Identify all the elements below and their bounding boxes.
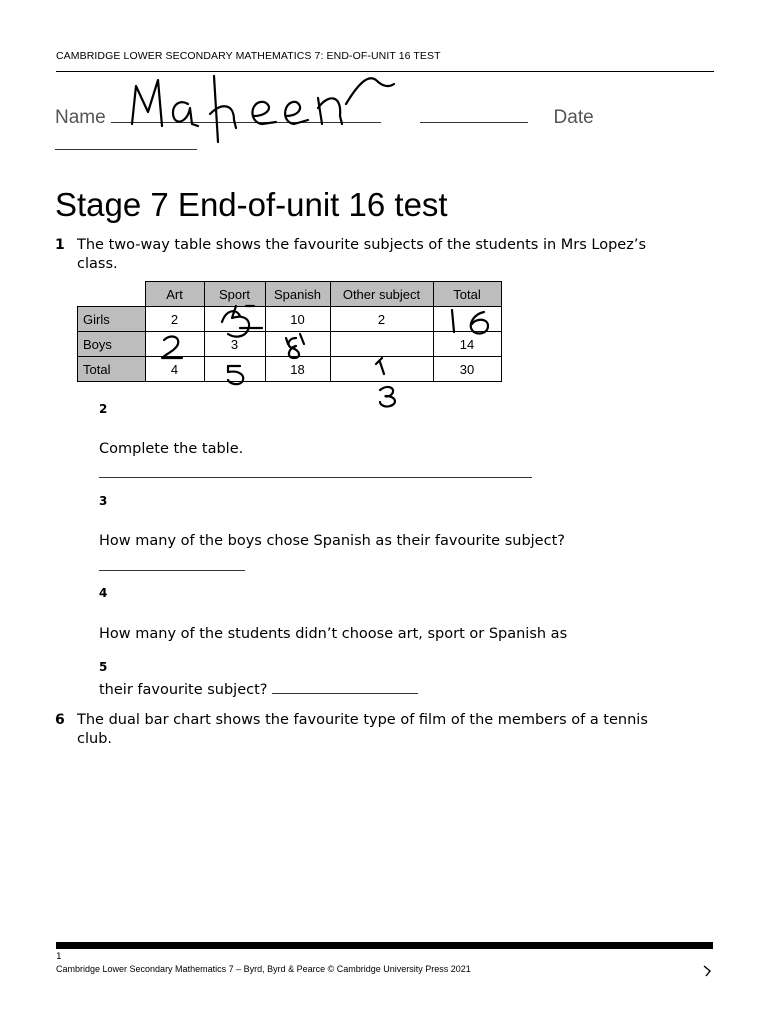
handwritten-answer-boys-spanish xyxy=(286,334,304,358)
table-header-cell: Art xyxy=(145,282,204,307)
part-5-row xyxy=(99,679,418,700)
table-cell: 14 xyxy=(433,332,501,357)
table-cell: 10 xyxy=(265,307,330,332)
table-cell: 18 xyxy=(265,357,330,382)
question-6-number: 6 xyxy=(55,712,65,728)
part-2-answer-line[interactable] xyxy=(99,459,532,478)
handwritten-answer-total-sport xyxy=(228,366,243,384)
part-3-number: 3 xyxy=(99,494,108,508)
chevron-right-icon xyxy=(700,964,714,978)
table-cell: 4 xyxy=(145,357,204,382)
part-5-number: 5 xyxy=(99,660,108,674)
part-5-text: their favourite subject? xyxy=(99,682,268,698)
table-header-cell: Spanish xyxy=(265,282,330,307)
table-header-cell: Total xyxy=(433,282,501,307)
handwritten-answer-girls-total xyxy=(452,310,488,333)
footer-divider xyxy=(56,942,713,949)
part-5-answer-line[interactable] xyxy=(272,679,418,694)
handwritten-answer-girls-sport xyxy=(222,306,262,337)
handwritten-answer-boys-other xyxy=(376,358,384,374)
table-header-cell: Sport xyxy=(204,282,265,307)
page-title: Stage 7 End-of-unit 16 test xyxy=(55,186,448,223)
table-row-label: Boys xyxy=(78,332,146,357)
table-cell: 2 xyxy=(330,307,433,332)
handwritten-answer-total-other xyxy=(380,387,395,407)
table-row-label: Girls xyxy=(78,307,146,332)
part-2-text: Complete the table. xyxy=(99,441,244,457)
handwritten-answer-boys-art xyxy=(162,337,182,358)
page-number: 1 xyxy=(56,952,62,962)
header-title: CAMBRIDGE LOWER SECONDARY MATHEMATICS 7: END-OF-UNIT 16 TEST xyxy=(56,50,441,62)
question-1-number: 1 xyxy=(55,237,65,253)
table-cell: 2 xyxy=(145,307,204,332)
question-6-text: The dual bar chart shows the favourite type of film of the members of a tennis club. xyxy=(77,712,648,747)
part-3-text: How many of the boys chose Spanish as their favourite subject? xyxy=(99,533,565,549)
part-3-answer-line[interactable] xyxy=(99,552,245,571)
footer-copyright: Cambridge Lower Secondary Mathematics 7 – Byrd, Byrd & Pearce © Cambridge University Press 2021 xyxy=(56,964,471,974)
date-label: Date xyxy=(553,107,594,128)
part-4-number: 4 xyxy=(99,586,108,600)
part-2-number: 2 xyxy=(99,402,108,416)
name-label: Name xyxy=(55,107,106,128)
part-4-text: How many of the students didn’t choose art, sport or Spanish as xyxy=(99,626,568,642)
question-1-text: The two-way table shows the favourite subjects of the students in Mrs Lopez’s class. xyxy=(77,237,647,272)
handwritten-table-answers xyxy=(0,0,768,420)
table-header-cell: Other subject xyxy=(330,282,433,307)
table-cell: 3 xyxy=(204,332,265,357)
table-row-label: Total xyxy=(78,357,146,382)
table-cell: 30 xyxy=(433,357,501,382)
